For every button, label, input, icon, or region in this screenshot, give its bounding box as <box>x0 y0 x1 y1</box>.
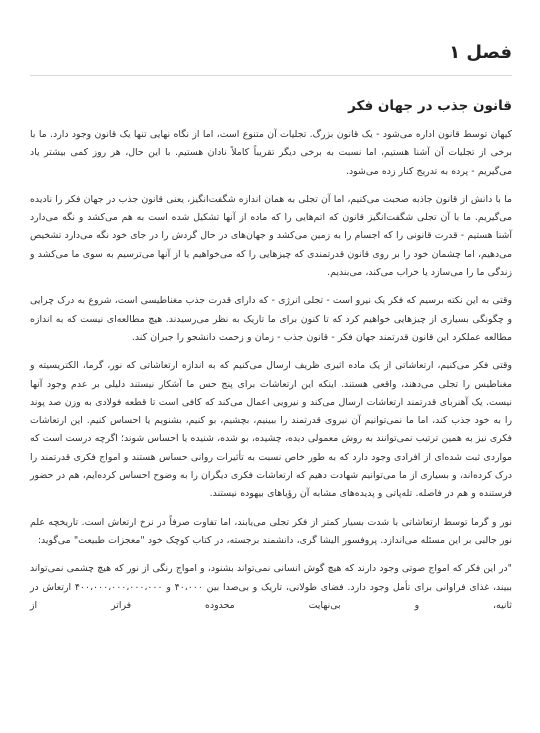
paragraph-1: کیهان توسط قانون اداره می‌شود - یک قانون بزرگ. تجلیات آن متنوع است، اما از نگاه نهایی تنها یک قانون وجود دارد. ما با برخی از تجلیات آن آشنا هستیم، اما نسبت به برخی دیگر تقریباً کاملاً نادان هستیم. با این حال، هر روز کمی بیشتر یاد می‌گیریم - پرده به تدریج کنار زده می‌شود. <box>30 129 512 177</box>
paragraph-6-quote: "در این فکر که امواج صوتی وجود دارند که هیچ گوش انسانی نمی‌تواند بشنود، و امواج رنگی از نور که هیچ چشمی نمی‌تواند ببیند، غذای فراوانی برای تأمل وجود دارد. فضای طولانی، تاریک و بی‌صدا بین ۴۰،۰۰۰ و ۴۰۰،۰۰۰،۰۰۰،۰۰۰،۰۰۰ ارتعاش در ثانیه، و بی‌نهایت محدوده فراتر از <box>30 563 512 611</box>
paragraph-2: ما با دانش از قانون جاذبه صحبت می‌کنیم، اما آن تجلی به همان اندازه شگفت‌انگیز، یعنی قانون جذب در جهان فکر را نادیده می‌گیریم. ما با آن تجلی شگفت‌انگیز قانون که اتم‌هایی را که ماده از آنها تشکیل شده است به هم می‌کشد و نگه می‌دارد آشنا هستیم - قدرت قانونی را که اجسام را به زمین می‌کشد و جهان‌های در حال گردش را در جای خود نگه می‌دارد تشخیص می‌دهیم، اما چشمان خود را بر روی قانون قدرتمندی که چیزهایی را که می‌خواهیم یا از آنها می‌ترسیم به سوی ما می‌کشد و زندگی ما را می‌سازد یا خراب می‌کند، می‌بندیم. <box>30 193 512 279</box>
section-title: قانون جذب در جهان فکر <box>348 98 512 114</box>
paragraph-4: وقتی فکر می‌کنیم، ارتعاشاتی از یک ماده اثیری ظریف ارسال می‌کنیم که به اندازه ارتعاشاتی که نور، گرما، الکتریسیته و مغناطیس را تجلی می‌دهند، واقعی هستند. اینکه این ارتعاشات برای پنج حس ما آشکار نیستند دلیلی بر عدم وجود آنها نیست. یک آهنربای قدرتمند ارتعاشات ارسال می‌کند و نیرویی اعمال می‌کند که کافی است تا قطعه فولادی به وزن صد پوند را به خود جذب کند، اما ما نمی‌توانیم آن نیروی قدرتمند را ببینیم، بچشیم، بو کنیم، بشنویم یا احساس کنیم. این ارتعاشات فکری نیز به همین ترتیب نمی‌توانند به روش معمولی دیده، چشیده، بو شده، شنیده یا احساس شوند؛ اگرچه درست است که مواردی ثبت شده‌ای از افرادی وجود دارد که به طور خاص نسبت به تأثیرات روانی حساس هستند و امواج فکری قدرتمند را درک کرده‌اند، و بسیاری از ما می‌توانیم شهادت دهیم که ارتعاشات فکری دیگران را به وضوح احساس کرده‌ایم، هم در حضور فرستنده و هم در فاصله. تله‌پاتی و پدیده‌های مشابه آن رؤیاهای بیهوده نیستند. <box>30 360 512 500</box>
body-text <box>30 126 512 615</box>
paragraph-3: وقتی به این نکته برسیم که فکر یک نیرو است - تجلی انرژی - که دارای قدرت جذب مغناطیسی است، شروع به درک چرایی و چگونگی بسیاری از چیزهایی خواهیم کرد که تا کنون برای ما تاریک به نظر می‌رسیدند. هیچ مطالعه‌ای نیست که به اندازه مطالعه عملکرد این قانون قدرتمند جهان فکر - قانون جذب - زمان و زحمت دانشجو را جبران کند. <box>30 295 512 343</box>
paragraph-5: نور و گرما توسط ارتعاشاتی با شدت بسیار کمتر از فکر تجلی می‌یابند، اما تفاوت صرفاً در نرخ ارتعاش است. تاریخچه علم نور جالبی بر این مسئله می‌اندازد. پروفسور الیشا گری، دانشمند برجسته، در کتاب کوچک خود "معجزات طبیعت" می‌گوید: <box>30 516 512 546</box>
chapter-divider <box>30 75 512 76</box>
chapter-title: فصل ۱ <box>449 42 512 63</box>
